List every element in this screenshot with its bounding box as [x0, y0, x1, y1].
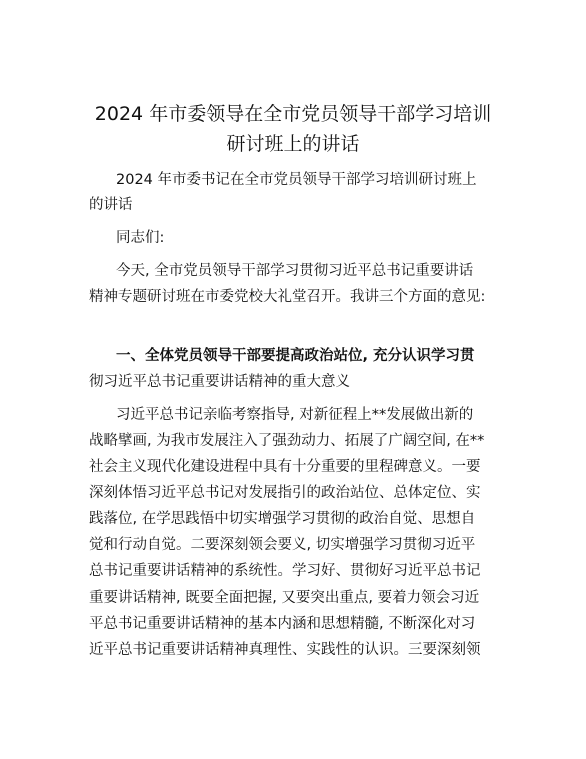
body-line: 践落位, 在学思践悟中切实增强学习贯彻的政治自觉、思想自: [89, 511, 476, 527]
body-line: 深刻体悟习近平总书记对发展指引的政治站位、总体定位、实: [89, 485, 481, 501]
subtitle-line-2: 的讲话: [89, 197, 133, 213]
document-title-line-2: 研讨班上的讲话: [226, 133, 360, 155]
body-line: 总书记重要讲话精神的系统性。学习好、贯彻好习近平总书记: [89, 563, 481, 579]
body-line: 平总书记重要讲话精神的基本内涵和思想精髓, 不断深化对习: [89, 616, 476, 632]
salutation: 同志们:: [116, 230, 165, 246]
body-line: 战略擘画, 为我市发展注入了强劲动力、拓展了广阔空间, 在**: [89, 433, 485, 449]
body-line: 觉和行动自觉。二要深刻领会要义, 切实增强学习贯彻习近平: [89, 537, 476, 553]
body-line: 近平总书记重要讲话精神真理性、实践性的认识。三要深刻领: [89, 642, 481, 658]
body-line: 社会主义现代化建设进程中具有十分重要的里程碑意义。一要: [89, 459, 481, 475]
subtitle-line-1: 2024 年市委书记在全市党员领导干部学习培训研讨班上: [116, 172, 477, 188]
body-line: 习近平总书记亲临考察指导, 对新征程上**发展做出新的: [116, 407, 474, 423]
document-title-line-1: 2024 年市委领导在全市党员领导干部学习培训: [94, 103, 492, 125]
section-heading-1-line-2: 彻习近平总书记重要讲话精神的重大意义: [89, 374, 350, 390]
intro-line-1: 今天, 全市党员领导干部学习贯彻习近平总书记重要讲话: [116, 263, 474, 279]
section-heading-1-line-1: 一、全体党员领导干部要提高政治站位, 充分认识学习贯: [116, 348, 475, 364]
intro-line-2: 精神专题研讨班在市委党校大礼堂召开。我讲三个方面的意见:: [89, 289, 486, 305]
body-line: 重要讲话精神, 既要全面把握, 又要突出重点, 要着力领会习近: [89, 590, 480, 606]
